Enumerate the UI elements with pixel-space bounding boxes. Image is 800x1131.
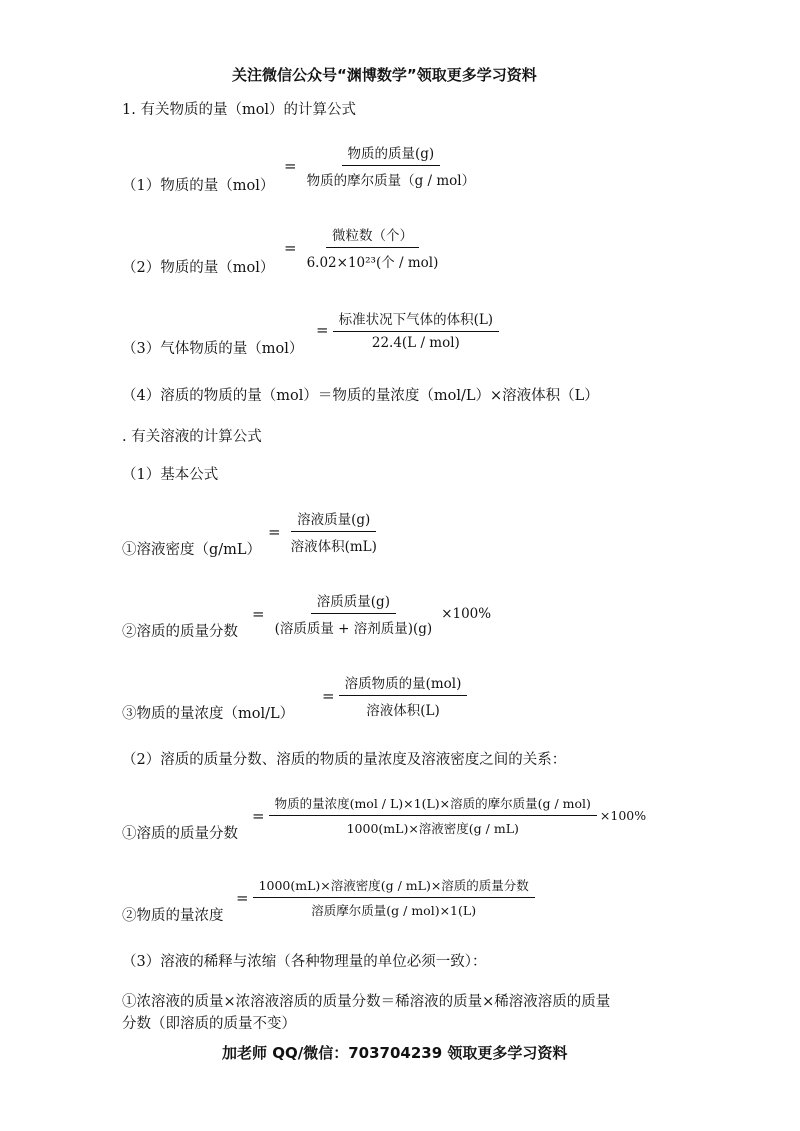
formula-4-text: （4）溶质的物质的量（mol）＝物质的量浓度（mol/L）×溶液体积（L）	[122, 388, 599, 404]
formula-2-fraction	[284, 224, 444, 271]
percent-factor: ×100%	[599, 808, 647, 823]
denominator: 物质的摩尔质量（g / mol）	[306, 173, 476, 189]
density-formula-label: ①溶液密度（g/mL）	[122, 542, 262, 558]
relation-mass-fraction-label: ①溶质的质量分数	[122, 826, 238, 842]
denominator: 溶液体积(mL)	[290, 539, 377, 555]
relation-molarity-label: ②物质的量浓度	[122, 908, 224, 924]
molarity-formula-label: ③物质的量浓度（mol/L）	[122, 706, 295, 722]
denominator: (溶质质量 + 溶剂质量)(g)	[274, 621, 433, 637]
relation-mass-fraction-fraction	[252, 794, 646, 837]
denominator: 6.02×10²³(个 / mol)	[306, 255, 439, 271]
relation-molarity-fraction	[236, 876, 535, 919]
formula-1-fraction	[284, 142, 481, 189]
section-2-title: . 有关溶液的计算公式	[122, 429, 262, 445]
denominator: 溶液体积(L)	[366, 703, 440, 719]
equals-sign: =	[284, 238, 297, 257]
numerator: 溶质物质的量(mol)	[339, 672, 468, 696]
section-1-title: 1. 有关物质的量（mol）的计算公式	[122, 102, 357, 118]
equals-sign: =	[284, 156, 297, 175]
numerator: 标准状况下气体的体积(L)	[333, 308, 500, 332]
dilution-rule-line-1: ①浓溶液的质量×浓溶液溶质的质量分数＝稀溶液的质量×稀溶液溶质的质量	[122, 994, 611, 1010]
numerator: 物质的量浓度(mol / L)×1(L)×溶质的摩尔质量(g / mol)	[269, 794, 597, 816]
page-footer: 加老师 QQ/微信：703704239 领取更多学习资料	[222, 1044, 568, 1062]
subsection-dilution: （3）溶液的稀释与浓缩（各种物理量的单位必须一致）：	[122, 954, 487, 970]
percent-factor: ×100%	[441, 605, 492, 622]
numerator: 物质的质量(g)	[342, 142, 441, 166]
subsection-relationship: （2）溶质的质量分数、溶质的物质的量浓度及溶液密度之间的关系：	[122, 752, 567, 768]
equals-sign: =	[268, 522, 281, 541]
denominator: 1000(mL)×溶液密度(g / mL)	[346, 821, 519, 836]
denominator: 22.4(L / mol)	[371, 335, 460, 351]
mass-fraction-formula-label: ②溶质的质量分数	[122, 624, 238, 640]
numerator: 溶质质量(g)	[311, 590, 396, 614]
subsection-basic-formulas: （1）基本公式	[122, 467, 219, 483]
density-formula-fraction	[268, 508, 383, 555]
formula-1-label: （1）物质的量（mol）	[122, 178, 275, 194]
denominator: 溶质摩尔质量(g / mol)×1(L)	[311, 903, 477, 918]
numerator: 溶液质量(g)	[291, 508, 376, 532]
equals-sign: =	[322, 686, 335, 705]
equals-sign: =	[316, 320, 329, 339]
formula-3-fraction	[316, 308, 499, 351]
molarity-formula-fraction	[322, 672, 467, 719]
formula-2-label: （2）物质的量（mol）	[122, 260, 275, 276]
mass-fraction-formula-fraction	[252, 590, 491, 637]
equals-sign: =	[236, 888, 249, 907]
equals-sign: =	[252, 604, 265, 623]
numerator: 微粒数（个）	[326, 224, 419, 248]
dilution-rule-line-2: 分数（即溶质的质量不变）	[122, 1016, 296, 1032]
formula-3-label: （3）气体物质的量（mol）	[122, 341, 304, 357]
equals-sign: =	[252, 806, 265, 825]
page-header: 关注微信公众号“渊博数学”领取更多学习资料	[232, 66, 537, 84]
numerator: 1000(mL)×溶液密度(g / mL)×溶质的质量分数	[253, 876, 535, 898]
